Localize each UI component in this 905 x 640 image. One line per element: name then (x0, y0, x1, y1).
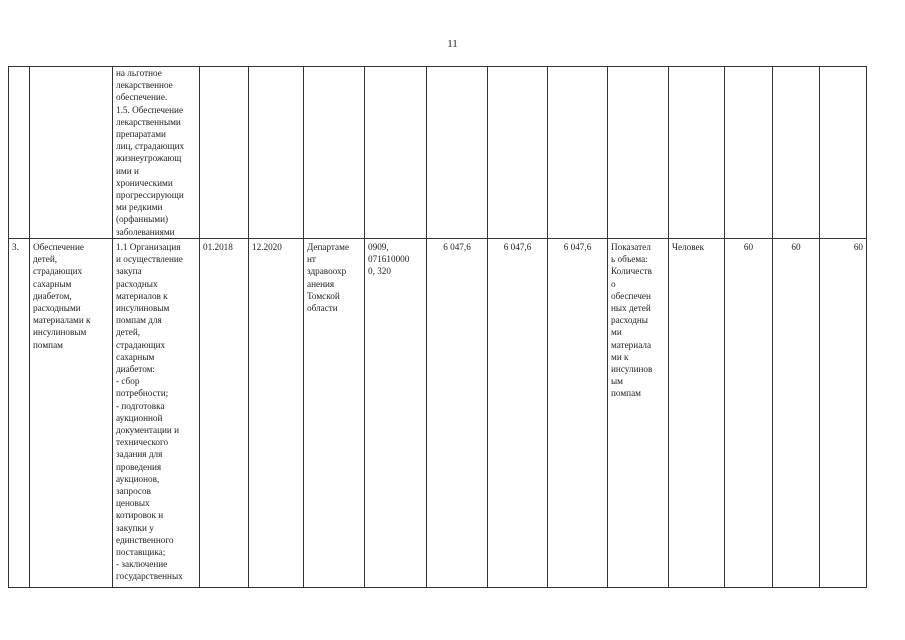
cell-indicator: Показател ь объема: Количеств о обеспечен ных детей расходны ми материала ми к инсулинов ым помпам (608, 239, 669, 588)
cell-value-2: 60 (773, 239, 820, 588)
cell-number: 3. (9, 239, 30, 588)
cell-end-date (249, 67, 304, 239)
cell-value-1 (725, 67, 773, 239)
cell-task-name: Обеспечение детей, страдающих сахарным диабетом, расходными материалами к инсулиновым помпам (30, 239, 113, 588)
page-number: 11 (447, 38, 458, 50)
cell-amount-3 (548, 67, 608, 239)
cell-executor (304, 67, 365, 239)
table-row (9, 67, 867, 239)
cell-unit: Человек (669, 239, 725, 588)
cell-end-date: 12.2020 (249, 239, 304, 588)
cell-number (9, 67, 30, 239)
cell-budget-code: 0909, 071610000 0, 320 (365, 239, 427, 588)
cell-task-name (30, 67, 113, 239)
cell-start-date (200, 67, 249, 239)
cell-value-3: 60 (820, 239, 867, 588)
cell-value-1: 60 (725, 239, 773, 588)
cell-budget-code (365, 67, 427, 239)
cell-activity: на льготное лекарственное обеспечение. 1.5. Обеспечение лекарственными препаратами лиц, страдающих жизнеугрожающ ими и хроническими прогрессирующи ми редкими (орфанными) заболеваниями (113, 67, 200, 239)
cell-value-2 (773, 67, 820, 239)
cell-value-3 (820, 67, 867, 239)
cell-amount-2: 6 047,6 (488, 239, 548, 588)
table-row (9, 239, 867, 588)
cell-executor: Департаме нт здравоохр анения Томской области (304, 239, 365, 588)
cell-amount-1 (427, 67, 488, 239)
cell-unit (669, 67, 725, 239)
cell-activity: 1.1 Организация и осуществление закупа расходных материалов к инсулиновым помпам для детей, страдающих сахарным диабетом: - сбор потребности; - подготовка аукционной документации и технического задания для проведения аукционов, запросов ценовых котировок и закупки у единственного поставщика; - заключение государственных (113, 239, 200, 588)
cell-indicator (608, 67, 669, 239)
program-table (8, 66, 867, 588)
cell-amount-1: 6 047,6 (427, 239, 488, 588)
cell-amount-2 (488, 67, 548, 239)
cell-start-date: 01.2018 (200, 239, 249, 588)
cell-amount-3: 6 047,6 (548, 239, 608, 588)
